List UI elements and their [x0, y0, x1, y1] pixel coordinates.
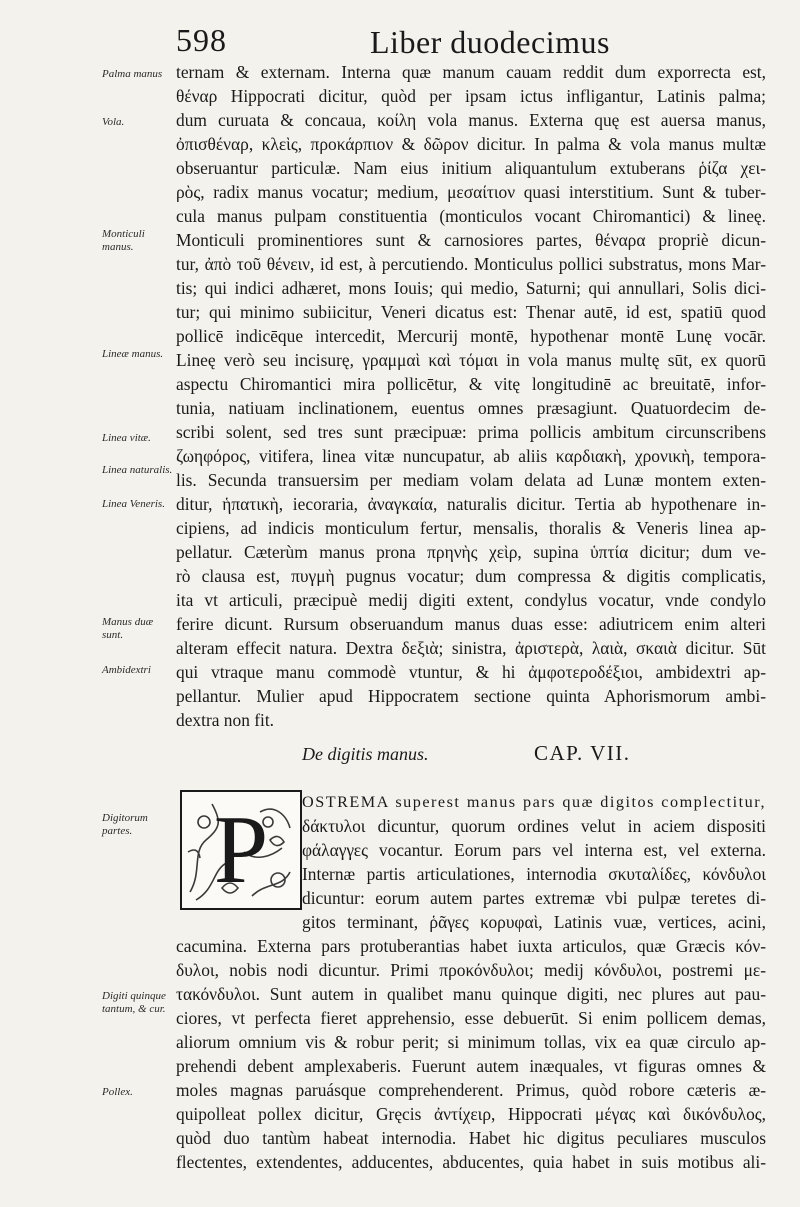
text-line: Lineę verò seu incisurę, γραμμαὶ καὶ τόμαι in vola manus multę sūt, ex quorū [176, 350, 766, 370]
text-line: pollicē indicēque intercedit, Mercurij montē, hypothenar montē Lunę vocār. [176, 326, 766, 346]
text-line: Monticuli prominentiores sunt & carnosiores partes, θέναρα propriè dicun- [176, 230, 766, 250]
margin-note-linea-vitae: Linea vitæ. [102, 432, 151, 444]
text-line: aliorum omnium vis & robur perit; si minimum tollas, vix ea quæ circulo ap- [176, 1032, 766, 1052]
text-line: cula manus pulpam constituentia (monticulos vocant Chiromantici) & lineę. [176, 206, 766, 226]
margin-note-manus-duae: Manus duæ sunt. [102, 616, 154, 641]
text-line: ternam & externam. Interna quæ manum cauam reddit dum exporrecta est, [176, 62, 766, 82]
text-line: flectentes, extendentes, adducentes, abducentes, quia habet in suis motibus ali- [176, 1152, 766, 1172]
page-header [0, 18, 800, 64]
text-line: ita vt articuli, præcipuè medij digiti extent, condylus vocatur, vnde condylo [176, 590, 766, 610]
text-line: δυλοι, nobis nodi dicuntur. Primi προκόνδυλοι; medij κόνδυλοι, postremi με- [176, 960, 766, 980]
text-line: tunia, natiuam inclinationem, euentus omnes præsagiunt. Quatuordecim de- [176, 398, 766, 418]
decorated-initial [180, 790, 302, 910]
text-line: lis. Secunda transuersim per mediam volam delata ad Lunæ montem exten- [176, 470, 766, 490]
text-line: gitos terminant, ῥᾶγες κορυφαὶ, Latinis vuæ, vertices, acini, [302, 912, 766, 932]
text-line: prehendi debent amplexaberis. Fuerunt autem inæquales, vt figuras omnes & [176, 1056, 766, 1076]
text-line: dicuntur: eorum autem partes extremæ vbi pulpæ teretes di- [302, 888, 766, 908]
text-line: dum curuata & concaua, κοίλη vola manus. Externa quę est auersa manus, [176, 110, 766, 130]
text-line: tis; qui indici adhæret, mons Iouis; qui medio, Saturni; qui annullari, Solis dici- [176, 278, 766, 298]
margin-note-linea-veneris: Linea Veneris. [102, 498, 165, 510]
text-line: scribi solent, sed tres sunt præcipuæ: prima pollicis ambitum circunscribens [176, 422, 766, 442]
text-line: tur, ἀπὸ τοῦ θένειν, id est, à percutiendo. Monticulus pollici substratus, mons Mar- [176, 254, 766, 274]
margin-note-palma: Palma manus [102, 68, 163, 80]
page-number: 598 [176, 22, 227, 58]
chapter-number: CAP. VII. [534, 741, 631, 765]
margin-note-lineae: Lineæ manus. [102, 348, 164, 360]
margin-note-ambidextri: Ambidextri [102, 664, 151, 676]
text-line: dextra non fit. [176, 710, 275, 730]
text-line: ciores, vt perfecta fieret apprehensio, esse debuerūt. Si enim pollicem demas, [176, 1008, 766, 1028]
text-line: cacumina. Externa pars protuberantias habet iuxta articulos, quæ Græcis κόν- [176, 936, 766, 956]
margin-note-digitorum: Digitorum partes. [102, 812, 148, 837]
initial-letter: P [213, 796, 269, 904]
margin-note-digiti-quinque: Digiti quinque tantum, & cur. [102, 990, 166, 1015]
text-line: moles magnas paruásque comprehenderent. Primus, quòd robore cæteris æ- [176, 1080, 766, 1100]
text-line: tur; qui minimo subiicitur, Veneri dicatus est: Thenar autē, id est, spatiū quod [176, 302, 766, 322]
text-line: alteram effecit natura. Dextra δεξιὰ; sinistra, ἀριστερὰ, λαιὰ, σκαιὰ dicitur. Sūt [176, 638, 766, 658]
text-line: qui vtraque manu commodè vtuntur, & hi ἀμφοτεροδέξιοι, ambidextri ap- [176, 662, 766, 682]
text-line: Internæ partis articulationes, internodia σκυταλίδες, κόνδυλοι [302, 864, 766, 884]
text-line: ferire dicunt. Rursum obseruandum manus duas esse: adiutricem enim alteri [176, 614, 766, 634]
text-line: pellantur. Mulier apud Hippocratem sectione quinta Aphorismorum ambi- [176, 686, 766, 706]
text-line: φάλαγγες vocantur. Eorum pars vel interna est, vel externa. [302, 840, 766, 860]
margin-note-vola: Vola. [102, 116, 125, 128]
text-line: δάκτυλοι dicuntur, quorum ordines velut in aciem dispositi [302, 816, 766, 836]
text-line: cipiens, ad indicis monticulum fertur, mensalis, thoralis & Veneris linea ap- [176, 518, 766, 538]
text-line: ρὸς, radix manus vocatur; medium, μεσαίτιον quasi interstitium. Sunt & tuber- [176, 182, 766, 202]
text-line: τακόνδυλοι. Sunt autem in qualibet manu quinque digiti, nec plures aut pau- [176, 984, 766, 1004]
text-line: quòd duo tantùm habeat internodia. Habet hic digitus peculiares musculos [176, 1128, 766, 1148]
text-line: obseruantur particulæ. Nam eius initium aliquantulum extuberans ῥίζα χει- [176, 158, 766, 178]
text-line: OSTREMA superest manus pars quæ digitos complectitur, [302, 793, 766, 811]
text-line: aspectu Chiromantici mira pollicētur, & vitę longitudinē ac breuitatē, infor- [176, 374, 766, 394]
text-line: pellatur. Cæterùm manus prona πρηνὴς χεὶρ, supina ὑπτία dicitur; dum ve- [176, 542, 766, 562]
text-line: quipolleat pollex dicitur, Gręcis ἀντίχειρ, Hippocrati μέγας καὶ δικόνδυλος, [176, 1104, 766, 1124]
text-line: ditur, ἡπατικὴ, iecoraria, ἀναγκαία, naturalis dicitur. Tertia ab hypothenare in- [176, 494, 766, 514]
chapter-title: De digitis manus. [302, 744, 429, 764]
margin-note-monticuli: Monticuli manus. [102, 228, 145, 253]
text-line: ὀπισθέναρ, κλεὶς, προκάρπιον & δῶρον dicitur. In palma & vola manus multæ [176, 134, 766, 154]
text-line: ζωηφόρος, vitifera, linea vitæ nuncupatur, ab aliis καρδιακὴ, χρονικὴ, tempora- [176, 446, 766, 466]
margin-note-pollex: Pollex. [102, 1086, 133, 1098]
margin-note-linea-naturalis: Linea naturalis. [102, 464, 173, 476]
text-line: θέναρ Hippocrati dicitur, quòd per ipsam ictus infligantur, Latinis palma; [176, 86, 766, 106]
text-line: rò clausa est, πυγμὴ pugnus vocatur; dum compressa & digitis complicatis, [176, 566, 766, 586]
running-title: Liber duodecimus [370, 24, 610, 60]
